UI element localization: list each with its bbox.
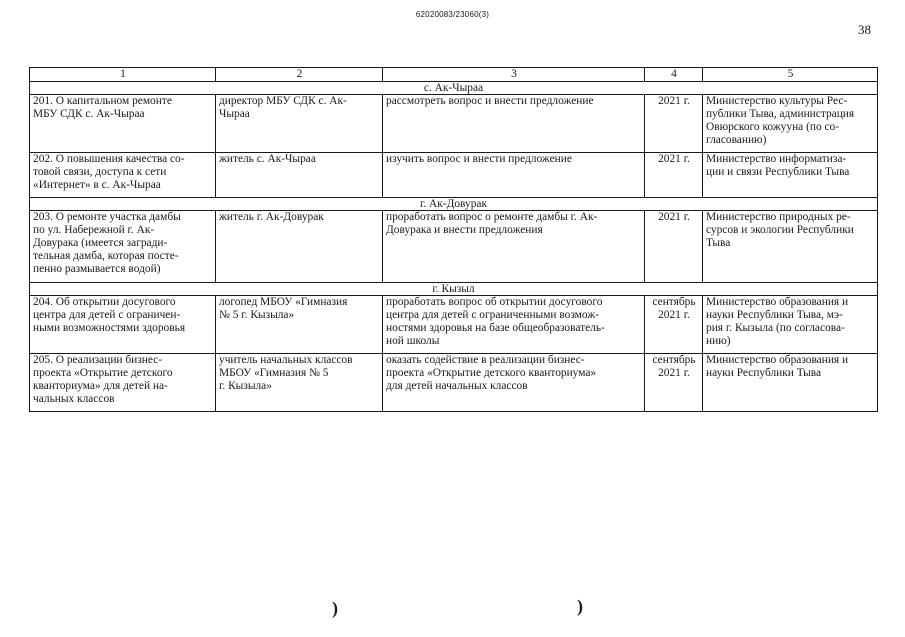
action-cell: оказать содействие в реализации бизнес- проекта «Открытие детского кванториума» для детей начальных классов [383,354,645,412]
section-row-ak-dovurak [30,198,878,211]
section-title: г. Кызыл [30,283,878,296]
action-cell: изучить вопрос и внести предложение [383,153,645,198]
column-header-2: 2 [216,68,383,82]
author-cell: житель г. Ак-Довурак [216,211,383,283]
responsible-cell: Министерство образования и науки Республики Тыва, мэ- рия г. Кызыла (по согласова- нию) [703,296,878,354]
section-row-kyzyl [30,283,878,296]
table-header-row [30,68,878,82]
proposal-cell: 201. О капитальном ремонте МБУ СДК с. Ак-Чыраа [30,95,216,153]
scan-mark-left: ) [332,598,338,618]
author-cell: директор МБУ СДК с. Ак- Чыраа [216,95,383,153]
author-cell: логопед МБОУ «Гимназия № 5 г. Кызыла» [216,296,383,354]
table-row [30,153,878,198]
deadline-cell: сентябрь 2021 г. [645,354,703,412]
section-row-ak-chyraa [30,82,878,95]
page-number: 38 [858,22,871,37]
responsible-cell: Министерство культуры Рес- публики Тыва, администрация Овюрского кожууна (по со- гласованию) [703,95,878,153]
action-cell: рассмотреть вопрос и внести предложение [383,95,645,153]
column-header-1: 1 [30,68,216,82]
document-code: 62020083/23060(3) [415,10,490,19]
section-title: с. Ак-Чыраа [30,82,878,95]
table-row [30,296,878,354]
table-row [30,95,878,153]
responsible-cell: Министерство природных ре- сурсов и экологии Республики Тыва [703,211,878,283]
responsible-cell: Министерство образования и науки Республики Тыва [703,354,878,412]
deadline-cell: 2021 г. [645,153,703,198]
author-cell: житель с. Ак-Чыраа [216,153,383,198]
column-header-5: 5 [703,68,878,82]
responsible-cell: Министерство информатиза- ции и связи Республики Тыва [703,153,878,198]
column-header-3: 3 [383,68,645,82]
table-row [30,354,878,412]
deadline-cell: 2021 г. [645,95,703,153]
proposal-cell: 202. О повышения качества со- товой связи, доступа к сети «Интернет» в с. Ак-Чыраа [30,153,216,198]
deadline-cell: сентябрь 2021 г. [645,296,703,354]
action-cell: проработать вопрос об открытии досугового центра для детей с ограниченными возмож- ностями здоровья на базе общеобразователь- ной школы [383,296,645,354]
proposal-cell: 205. О реализации бизнес- проекта «Открытие детского кванториума» для детей на- чальных классов [30,354,216,412]
proposal-cell: 203. О ремонте участка дамбы по ул. Набережной г. Ак- Довурака (имеется загради- тельная дамба, которая посте- пенно размывается водой) [30,211,216,283]
action-cell: проработать вопрос о ремонте дамбы г. Ак- Довурака и внести предложения [383,211,645,283]
scan-mark-right: ) [577,596,583,616]
table-row [30,211,878,283]
author-cell: учитель начальных классов МБОУ «Гимназия № 5 г. Кызыла» [216,354,383,412]
column-header-4: 4 [645,68,703,82]
deadline-cell: 2021 г. [645,211,703,283]
proposals-table [29,67,878,412]
section-title: г. Ак-Довурак [30,198,878,211]
proposal-cell: 204. Об открытии досугового центра для детей с ограничен- ными возможностями здоровья [30,296,216,354]
